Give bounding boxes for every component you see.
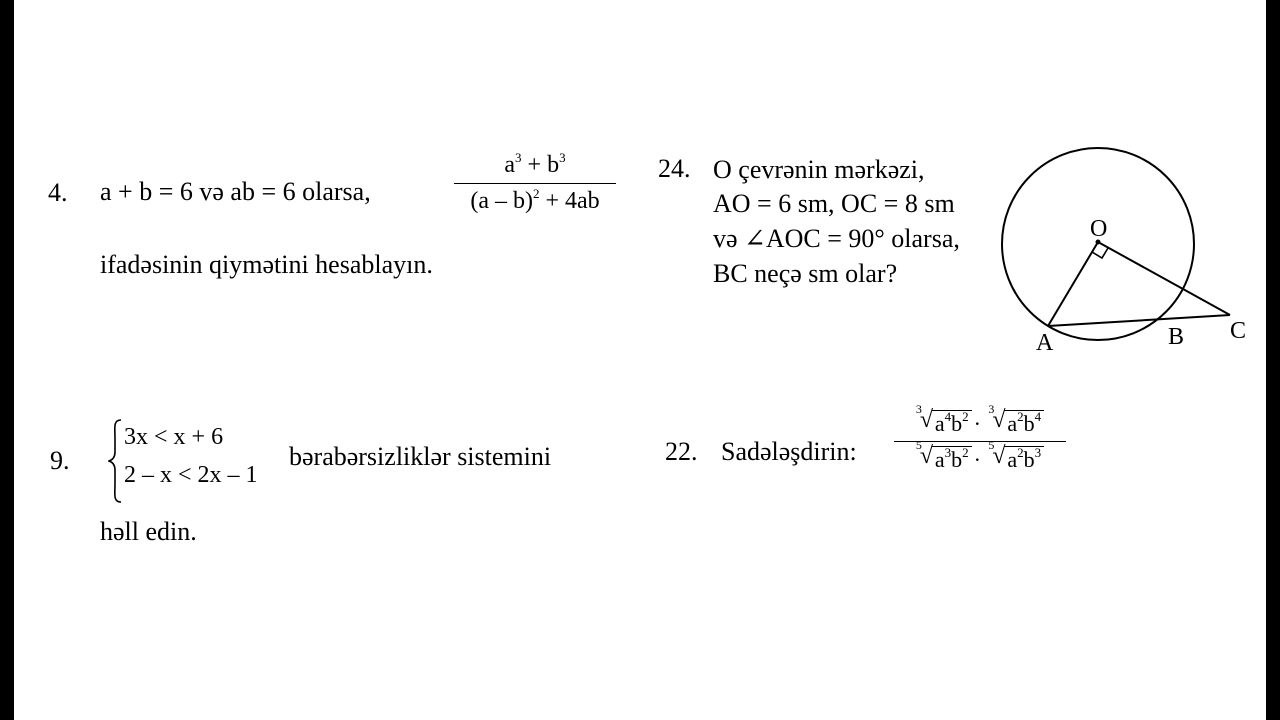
problem-9-number: 9. <box>50 446 70 475</box>
radical: 5 √ $a^2b^3$ <box>986 446 1044 473</box>
label-B: B <box>1168 324 1185 350</box>
label-C: C <box>1230 318 1247 344</box>
problem-4-task: ifadəsinin qiymətini hesablayın. <box>100 250 433 279</box>
circle-figure <box>994 140 1264 360</box>
problem-22-label: Sadələşdirin: <box>721 437 857 466</box>
segment-OC <box>1098 242 1230 315</box>
problem-9-task: həll edin. <box>100 517 197 546</box>
inequality-2: 2 – x < 2x – 1 <box>124 462 258 488</box>
problem-24-line-3: və ∠AOC = 90° olarsa, <box>713 224 960 253</box>
worksheet-page <box>14 0 1266 720</box>
problem-24-line-4: BC neçə sm olar? <box>713 259 898 288</box>
problem-24-number: 24. <box>658 154 691 183</box>
problem-22-denominator: 5 √ $a^3b^2$ · 5 √ $a^2b^3$ <box>894 446 1066 473</box>
problem-4-fraction <box>454 152 616 215</box>
system-brace <box>108 418 124 504</box>
problem-24-line-2: AO = 6 sm, OC = 8 sm <box>713 189 955 218</box>
segment-OA <box>1048 242 1098 326</box>
label-A: A <box>1036 330 1054 356</box>
problem-4-number: 4. <box>48 178 68 207</box>
radical: 5 √ $a^3b^2$ <box>914 446 972 473</box>
problem-4-denominator: (a – b)$^2$ + 4ab <box>470 186 600 214</box>
inequality-1: 3x < x + 6 <box>124 424 224 450</box>
problem-24-line-1: O çevrənin mərkəzi, <box>713 155 925 184</box>
radical: 3 √ $a^4b^2$ <box>914 410 972 437</box>
radical: 3 √ $a^2b^4$ <box>986 410 1044 437</box>
segment-AC <box>1048 315 1230 326</box>
problem-22-numerator: 3 √ $a^4b^2$ · 3 √ $a^2b^4$ <box>894 410 1066 437</box>
problem-9-after-system: bərabərsizliklər sistemini <box>289 442 552 471</box>
problem-22-number: 22. <box>665 437 698 466</box>
label-O: O <box>1090 216 1108 242</box>
inequality-system <box>124 418 258 494</box>
fraction-bar <box>454 183 616 184</box>
problem-4-condition: a + b = 6 və ab = 6 olarsa, <box>100 177 371 206</box>
problem-22-fraction <box>894 402 1066 473</box>
problem-4-numerator: $a^3 + b^3$ <box>504 150 566 178</box>
